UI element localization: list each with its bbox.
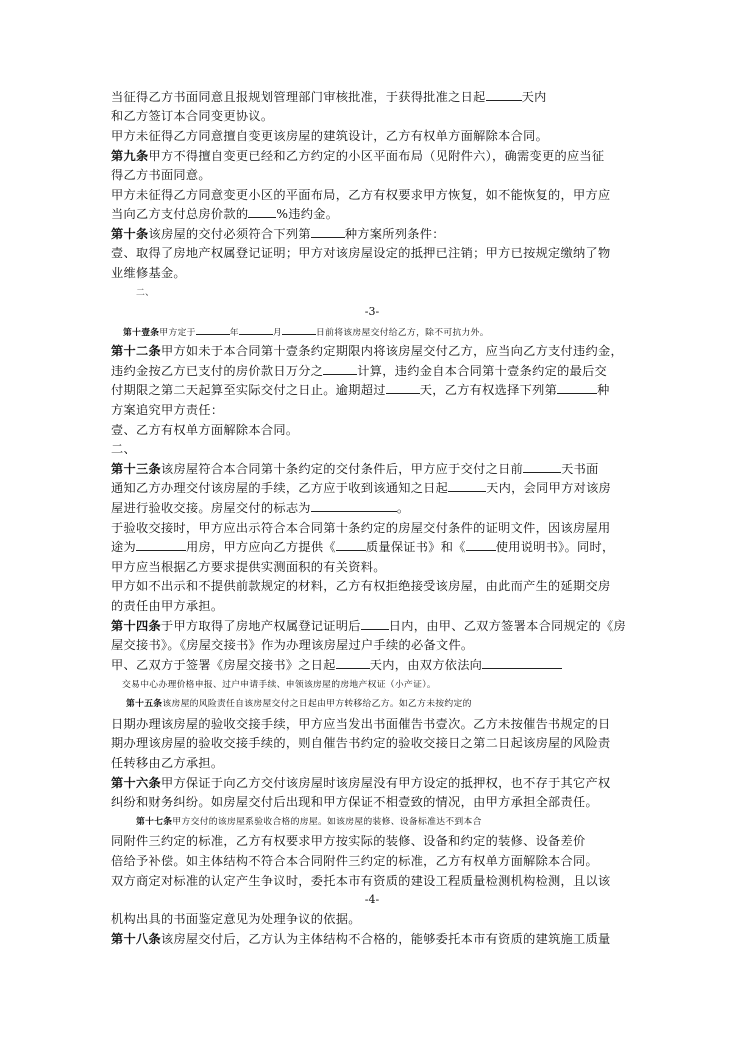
page-number: -3- <box>364 305 380 318</box>
article-13: 第十三条该房屋符合本合同第十条约定的交付条件后，甲方应于交付之日前 天书面 <box>111 462 599 476</box>
blank-field <box>336 656 370 669</box>
text-line: 任转移由乙方承担。 <box>111 756 224 770</box>
blank-field <box>486 88 522 101</box>
text-line: 日期办理该房屋的验收交接手续，甲方应当发出书面催告书壹次。乙方未按催告书规定的日 <box>111 717 611 731</box>
text-line: 纠纷和财务纠纷。如房屋交付后出现和甲方保证不相壹致的情况，由甲方承担全部责任。 <box>111 795 599 809</box>
text-line: 甲方未征得乙方同意擅自变更该房屋的建筑设计，乙方有权单方面解除本合同。 <box>111 129 549 143</box>
text-line: 倍给予补偿。如主体结构不符合本合同附件三约定的标准，乙方有权单方面解除本合同。 <box>111 854 599 868</box>
blank-field <box>466 538 496 551</box>
text-line: 甲方应当根据乙方要求提供实测面积的有关资料。 <box>111 560 386 574</box>
article-10: 第十条该房屋的交付必须符合下列第 种方案所列条件： <box>111 227 445 241</box>
blank-field <box>311 225 345 238</box>
article-17: 第十七条甲方交付的该房屋系验收合格的房屋。如该房屋的装修、设备标准达不到本合 <box>136 817 482 827</box>
text-line: 期办理该房屋的验收交接手续的，则自催告书约定的验收交接日之第二日起该房屋的风险责 <box>111 736 611 750</box>
text-line: 双方商定对标准的认定产生争议时，委托本市有资质的建设工程质量检测机构检测，且以该 <box>111 874 611 888</box>
blank-field <box>311 499 397 512</box>
article-16: 第十六条甲方保证于向乙方交付该房屋时该房屋没有甲方设定的抵押权，也不存于其它产权 <box>111 776 611 790</box>
text-line: 甲、乙双方于签署《房屋交接书》之日起 天内，由双方依法向 <box>111 656 636 675</box>
text-line: 壹、乙方有权单方面解除本合同。 <box>111 423 299 437</box>
text-line: 同附件三约定的标准，乙方有权要求甲方按实际的装修、设备和约定的装修、设备差价 <box>111 834 586 848</box>
text-line: 当征得乙方书面同意且报规划管理部门审核批准，于获得批准之日起 天内 <box>111 90 547 104</box>
text-line: 得乙方书面同意。 <box>111 168 211 182</box>
text-line: 途为 用房，甲方应向乙方提供《 质量保证书》和《 使用说明书》。同时， <box>111 540 615 554</box>
blank-field <box>323 362 357 375</box>
text-line: 壹、取得了房地产权属登记证明；甲方对该房屋设定的抵押已注销；甲方已按规定缴纳了物 <box>111 246 611 260</box>
page-number: -4- <box>364 893 380 906</box>
text-line: 的责任由甲方承担。 <box>111 599 224 613</box>
text-line: 屋交接书》。《房屋交接书》作为办理该房屋过户手续的必备文件。 <box>111 638 474 652</box>
text-line: 当向乙方支付总房价款的 %违约金。 <box>111 207 339 221</box>
text-line: 屋进行验收交接。房屋交付的标志为 。 <box>111 501 410 515</box>
blank-field <box>239 322 273 335</box>
text-line: 违约金按乙方已支付的房价款日万分之 计算，违约金自本合同第十壹条约定的最后交 <box>111 364 608 378</box>
text-line: 和乙方签订本合同变更协议。 <box>111 109 274 123</box>
article-11: 第十壹条甲方定于 年 月 日前将该房屋交付给乙方，除不可抗力外。 <box>123 322 648 343</box>
blank-field <box>282 322 316 335</box>
article-15: 第十五条该房屋的风险责任自该房屋交付之日起由甲方转移给乙方。如乙方未按约定的 <box>126 699 472 709</box>
blank-field <box>482 656 562 669</box>
article-14: 第十四条于甲方取得了房地产权属登记证明后 日内，由甲、乙双方签署本合同规定的《房 <box>111 619 627 633</box>
blank-field <box>336 538 366 551</box>
text-line: 二、 <box>136 288 155 298</box>
text-line: 甲方如不出示和不提供前款规定的材料，乙方有权拒绝接受该房屋，由此而产生的延期交房 <box>111 579 611 593</box>
blank-field <box>448 479 486 492</box>
text-line: 机构出具的书面鉴定意见为处理争议的依据。 <box>111 912 361 926</box>
article-12: 第十二条甲方如未于本合同第十壹条约定期限内将该房屋交付乙方，应当向乙方支付违约金， <box>111 344 623 358</box>
blank-field <box>248 205 276 218</box>
blank-field <box>136 538 186 551</box>
text-line: 业维修基金。 <box>111 266 186 280</box>
article-18: 第十八条该房屋交付后，乙方认为主体结构不合格的，能够委托本市有资质的建筑施工质量 <box>111 932 611 946</box>
blank-field <box>386 381 420 394</box>
article-9: 第九条甲方不得擅自变更已经和乙方约定的小区平面布局（见附件六），确需变更的应当征 <box>111 149 605 163</box>
blank-field <box>361 617 389 630</box>
blank-field <box>523 460 561 473</box>
text-line: 于验收交接时，甲方应出示符合本合同第十条约定的房屋交付条件的证明文件，因该房屋用 <box>111 521 611 535</box>
blank-field <box>196 322 230 335</box>
text-line: 付期限之第二天起算至实际交付之日止。逾期超过 天，乙方有权选择下列第 种 <box>111 383 610 397</box>
text-line: 甲方未征得乙方同意变更小区的平面布局，乙方有权要求甲方恢复，如不能恢复的，甲方应 <box>111 188 611 202</box>
text-line: 通知乙方办理交付该房屋的手续，乙方应于收到该通知之日起 天内，会同甲方对该房 <box>111 481 612 495</box>
blank-field <box>557 381 597 394</box>
text-line: 方案追究甲方责任： <box>111 403 224 417</box>
text-line: 二、 <box>111 442 136 456</box>
text-line: 交易中心办理价格申报、过户申请手续、申领该房屋的房地产权证（小产证）。 <box>122 680 436 690</box>
